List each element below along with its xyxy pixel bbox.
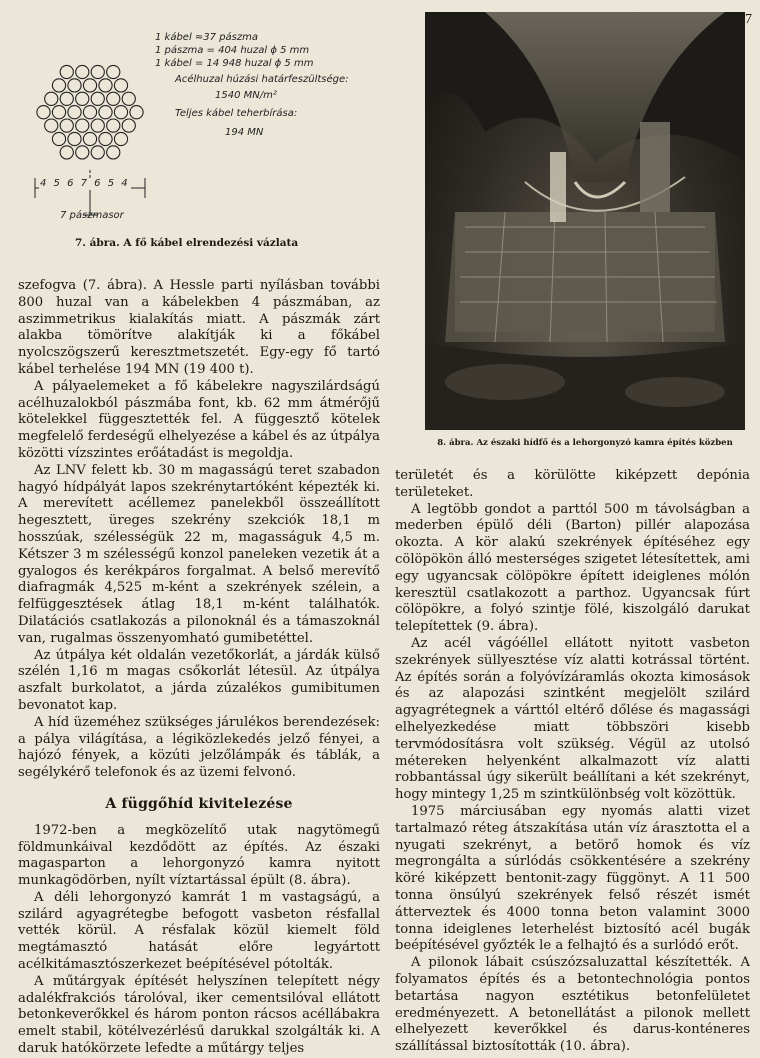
strand-circle xyxy=(52,106,65,119)
strand-circle xyxy=(99,132,112,145)
strand-circle xyxy=(52,132,65,145)
paragraph: területét és a körülötte kiképzett depónia területeket. xyxy=(395,468,750,500)
strand-circle xyxy=(107,65,120,78)
strand-circle xyxy=(91,119,104,132)
strand-circle xyxy=(45,92,58,105)
row-count-label: 7 pászmasor xyxy=(60,210,124,221)
figure-7-caption: 7. ábra. A fő kábel elrendezési vázlata xyxy=(75,237,299,249)
strand-circle xyxy=(107,146,120,159)
note-line-7: 194 MN xyxy=(225,127,264,138)
note-line-3: 1 kábel = 14 948 huzal ϕ 5 mm xyxy=(155,58,314,69)
strand-circle xyxy=(45,119,58,132)
paragraph: Az acél vágóéllel ellátott nyitott vasbeton szekrények süllyesztése víz alatti kotrással történt. Az építés során a folyóvízáramlás okozta kimosások és az alapozási szintként megjelölt szilárd agyagrétegnek a várttól eltérő dőlése és magassági elhelyezkedése miatt többszöri kisebb tervmódosításra volt szükség. Végül az utolsó métereken helyenként alkalmazott víz alatti robbantással úgy sikerült beállítani a két szekrényt, hogy mintegy 1,25 m szintkülönbség volt közöttük. xyxy=(395,635,750,803)
strand-circles xyxy=(37,65,143,159)
paragraph: szefogva (7. ábra). A Hessle parti nyílásban további 800 huzal van a kábelekben 4 pászmában, az aszimmetrikus kialakítás miatt. A pászmák zárt alakba tömörítve alakítják ki a főkábel nyolcszögszerű keresztmetszetét. Egy-egy fő tartó kábel terhelése 194 MN (19 400 t). xyxy=(18,278,380,377)
note-line-5: 1540 MN/m² xyxy=(215,90,277,101)
strand-circle xyxy=(130,106,143,119)
strand-circle xyxy=(107,119,120,132)
strand-circle xyxy=(83,79,96,92)
paragraph: Az útpálya két oldalán vezetőkorlát, a járdák külső szélén 1,16 m magas csőkorlát létesül. Az útpálya aszfalt burkolatot, a járda zúzalékos gumibitumen bevonatot kap. xyxy=(18,647,380,713)
strand-circle xyxy=(122,92,135,105)
strand-circle xyxy=(76,119,89,132)
paragraph: 1972-ben a megközelítő utak nagytömegű földmunkáival kezdődött az építés. Az északi magasparton a lehorgonyzó kamra nyitott munkagödörben, nyílt víztartással épült (8. ábra). xyxy=(18,822,380,889)
strand-circle xyxy=(91,92,104,105)
strand-circle xyxy=(60,92,73,105)
strand-circle xyxy=(76,92,89,105)
strand-circle xyxy=(68,79,81,92)
strand-circle xyxy=(60,146,73,159)
strand-circle xyxy=(91,65,104,78)
strand-circle xyxy=(60,65,73,78)
strand-circle xyxy=(114,132,127,145)
strand-circle xyxy=(107,92,120,105)
paragraph: A műtárgyak építését helyszínen telepített négy adalékfrakciós tárolóval, iker cementsilóval ellátott betonkeverőkkel és három ponton rácsos acéllábakra emelt stabil, kötélvezérlésű darukkal szolgálták ki. A daruk hatókörzete lefedte a műtárgy teljes xyxy=(18,973,380,1057)
strand-circle xyxy=(76,65,89,78)
paragraph: A híd üzeméhez szükséges járulékos berendezések: a pálya világítása, a légiközlekedés jelző fényei, a hajózó fények, a közúti jelzőlámpák és táblák, a segélykérő telefonok és az üzemi felvonó. xyxy=(18,714,380,781)
figure-7 xyxy=(15,20,385,265)
strand-circle xyxy=(76,146,89,159)
figure-8-photo xyxy=(425,12,745,430)
figure-8-caption: 8. ábra. Az északi hídfő és a lehorgonyzó kamra építés közben xyxy=(437,438,733,448)
paragraph: 1975 márciusában egy nyomás alatti vizet tartalmazó réteg átszakítása után víz árasztotta el a nyugati szekrényt, a betörő homok és víz megrongálta a súrlódás csökkentésére a szekrény köré kiképzett bentonit-zagy függönyt. A 11 500 tonna önsúlyú szekrények felső részét ismét átterveztek és 4000 tonna beton valamint 3000 tonna ideiglenes leterhelést biztosító acél bugák beépítésével győzték le a felhajtó és a surlódó erőt. xyxy=(395,803,750,954)
strand-circle xyxy=(99,106,112,119)
right-text-column xyxy=(395,468,750,1056)
note-line-4: Acélhuzal húzási határfeszültsége: xyxy=(175,74,349,85)
note-line-1: 1 kábel ≈37 pászma xyxy=(155,32,259,43)
paragraph: A pilonok lábait csúszózsaluzattal készítették. A folyamatos építés és a betontechnológia pontos betartása nagyon esztétikus betonfelületet eredményezett. A betonellátást a pilonok mellett elhelyezett keverőkkel és darus-konténeres szállítással biztosították (10. ábra). xyxy=(395,955,750,1055)
page-number: 7 xyxy=(745,12,752,27)
strand-circle xyxy=(83,106,96,119)
paragraph: A déli lehorgonyzó kamrát 1 m vastagságú, a szilárd agyagrétegbe befogott vasbeton résfallal vették körül. A résfalak közül kiemelt föld megtámasztó hatását előre legyártott acélkitámasztószerkezet beépítésével pótolták. xyxy=(18,889,380,973)
strand-circle xyxy=(52,79,65,92)
strand-circle xyxy=(91,146,104,159)
paragraph: Az LNV felett kb. 30 m magasságú teret szabadon hagyó hídpályát lapos szekrénytartóként képezték ki. A merevített acéllemez panelekből összeállított hegesztett, üreges szekrény szekciók 18,1 m hosszúak, szélességük 22 m, magasságuk 4,5 m. Kétszer 3 m szélességű konzol paneleken vezetik át a gyalogos és kerékpáros forgalmat. A belső merevítő diafragmák 4,525 m-ként a szekrények szélein, a felfüggesztések átlag 18,1 m-ként találhatók. Dilatációs csatlakozás a pilonoknál és a támaszoknál van, rugalmas összenyomható gumibetéttel. xyxy=(18,462,380,646)
strand-circle xyxy=(122,119,135,132)
section-heading: A függőhíd kivitelezése xyxy=(105,795,293,812)
strand-circle xyxy=(60,119,73,132)
note-line-2: 1 pászma = 404 huzal ϕ 5 mm xyxy=(155,45,310,56)
strand-circle xyxy=(114,106,127,119)
left-text-column xyxy=(18,278,380,1058)
note-line-6: Teljes kábel teherbírása: xyxy=(175,108,298,119)
anchorage-construction-photo xyxy=(425,12,745,430)
strand-circle xyxy=(68,132,81,145)
dimension-scale-label: 4 5 6 7 6 5 4 xyxy=(40,178,130,189)
paragraph: A pályaelemeket a fő kábelekre nagyszilárdságú acélhuzalokból pászmába font, kb. 62 mm átmérőjű kötelekkel függesztették fel. A függesztő kötelek megfelelő ferdeségű elhelyezése a kábel és az útpálya közötti vízszintes erőátadást is megoldja. xyxy=(18,378,381,461)
strand-circle xyxy=(37,106,50,119)
paragraph: A legtöbb gondot a parttól 500 m távolságban a mederben épülő déli (Barton) pillér alapozása okozta. A kör alakú szekrények építéséhez egy cölöpökön álló mesterséges szigetet létesítettek, ami egy ugyancsak cölöpökre épített ideiglenes mólón keresztül csatlakozott a parthoz. Ugyancsak fúrt cölöpökre, a folyó szintje fölé, kiszolgáló darukat telepítettek (9. ábra). xyxy=(395,501,750,635)
strand-circle xyxy=(114,79,127,92)
strand-circle xyxy=(99,79,112,92)
strand-circle xyxy=(83,132,96,145)
strand-circle xyxy=(68,106,81,119)
